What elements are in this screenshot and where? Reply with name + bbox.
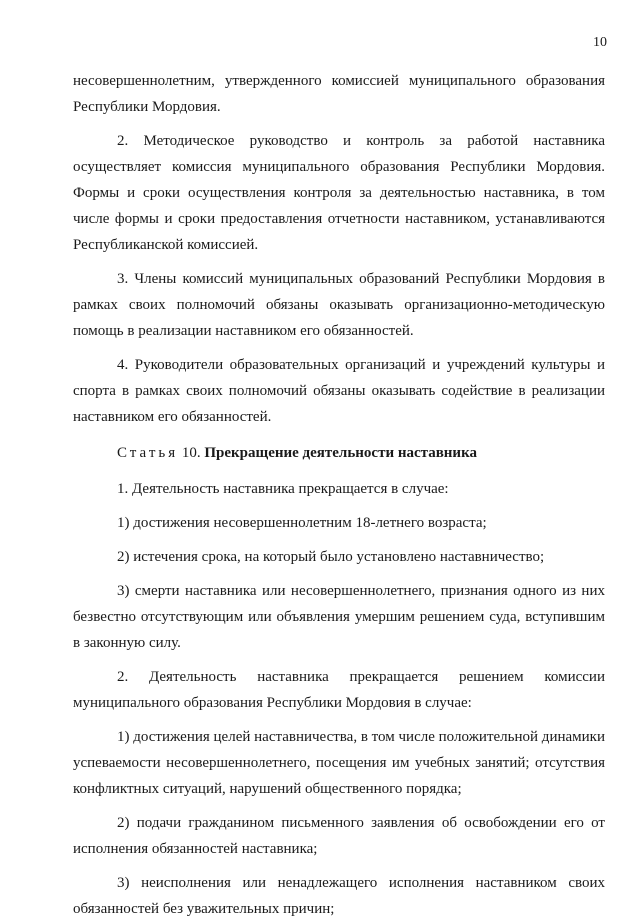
article-heading bbox=[73, 440, 605, 466]
article-item-2-2: 2) подачи гражданином письменного заявления об освобождении его от исполнения обязанностей наставника; bbox=[73, 815, 605, 857]
article-item-2-1: 1) достижения целей наставничества, в том числе положительной динамики успеваемости несовершеннолетнего, посещения им учебных занятий; отсутствия конфликтных ситуаций, нарушений общественного порядка; bbox=[73, 729, 605, 797]
article-item-2-3: 3) неисполнения или ненадлежащего исполнения наставником своих обязанностей без уважительных причин; bbox=[73, 875, 605, 917]
article-item-1: 1. Деятельность наставника прекращается в случае: bbox=[117, 481, 449, 497]
paragraph-2: 2. Методическое руководство и контроль за работой наставника осуществляет комиссия муниципального образования Республики Мордовия. Формы и сроки осуществления контроля за деятельностью наставника, в том числе формы и сроки предоставления отчетности наставником, устанавливаются Республиканской комиссией. bbox=[73, 133, 605, 253]
paragraph-intro: несовершеннолетним, утвержденного комиссией муниципального образования Республики Мордовия. bbox=[73, 73, 605, 115]
paragraph-4: 4. Руководители образовательных организаций и учреждений культуры и спорта в рамках своих полномочий обязаны оказывать содействие в реализации наставником его обязанностей. bbox=[73, 357, 605, 425]
article-number: 10. bbox=[181, 445, 201, 461]
article-item-1-2: 2) истечения срока, на который было установлено наставничество; bbox=[117, 549, 545, 565]
article-item-2: 2. Деятельность наставника прекращается решением комиссии муниципального образования Республики Мордовия в случае: bbox=[73, 669, 605, 711]
article-title: Прекращение деятельности наставника bbox=[204, 445, 477, 461]
page-number: 10 bbox=[593, 35, 607, 50]
article-item-1-3: 3) смерти наставника или несовершеннолетнего, признания одного из них безвестно отсутствующим или объявления умершим решением суда, вступившим в законную силу. bbox=[73, 583, 605, 651]
article-item-1-1: 1) достижения несовершеннолетним 18-летнего возраста; bbox=[117, 515, 487, 531]
article-label: Статья bbox=[117, 445, 179, 461]
document-body bbox=[73, 68, 605, 922]
paragraph-3: 3. Члены комиссий муниципальных образований Республики Мордовия в рамках своих полномочий обязаны оказывать организационно-методическую помощь в реализации наставником его обязанностей. bbox=[73, 271, 605, 339]
